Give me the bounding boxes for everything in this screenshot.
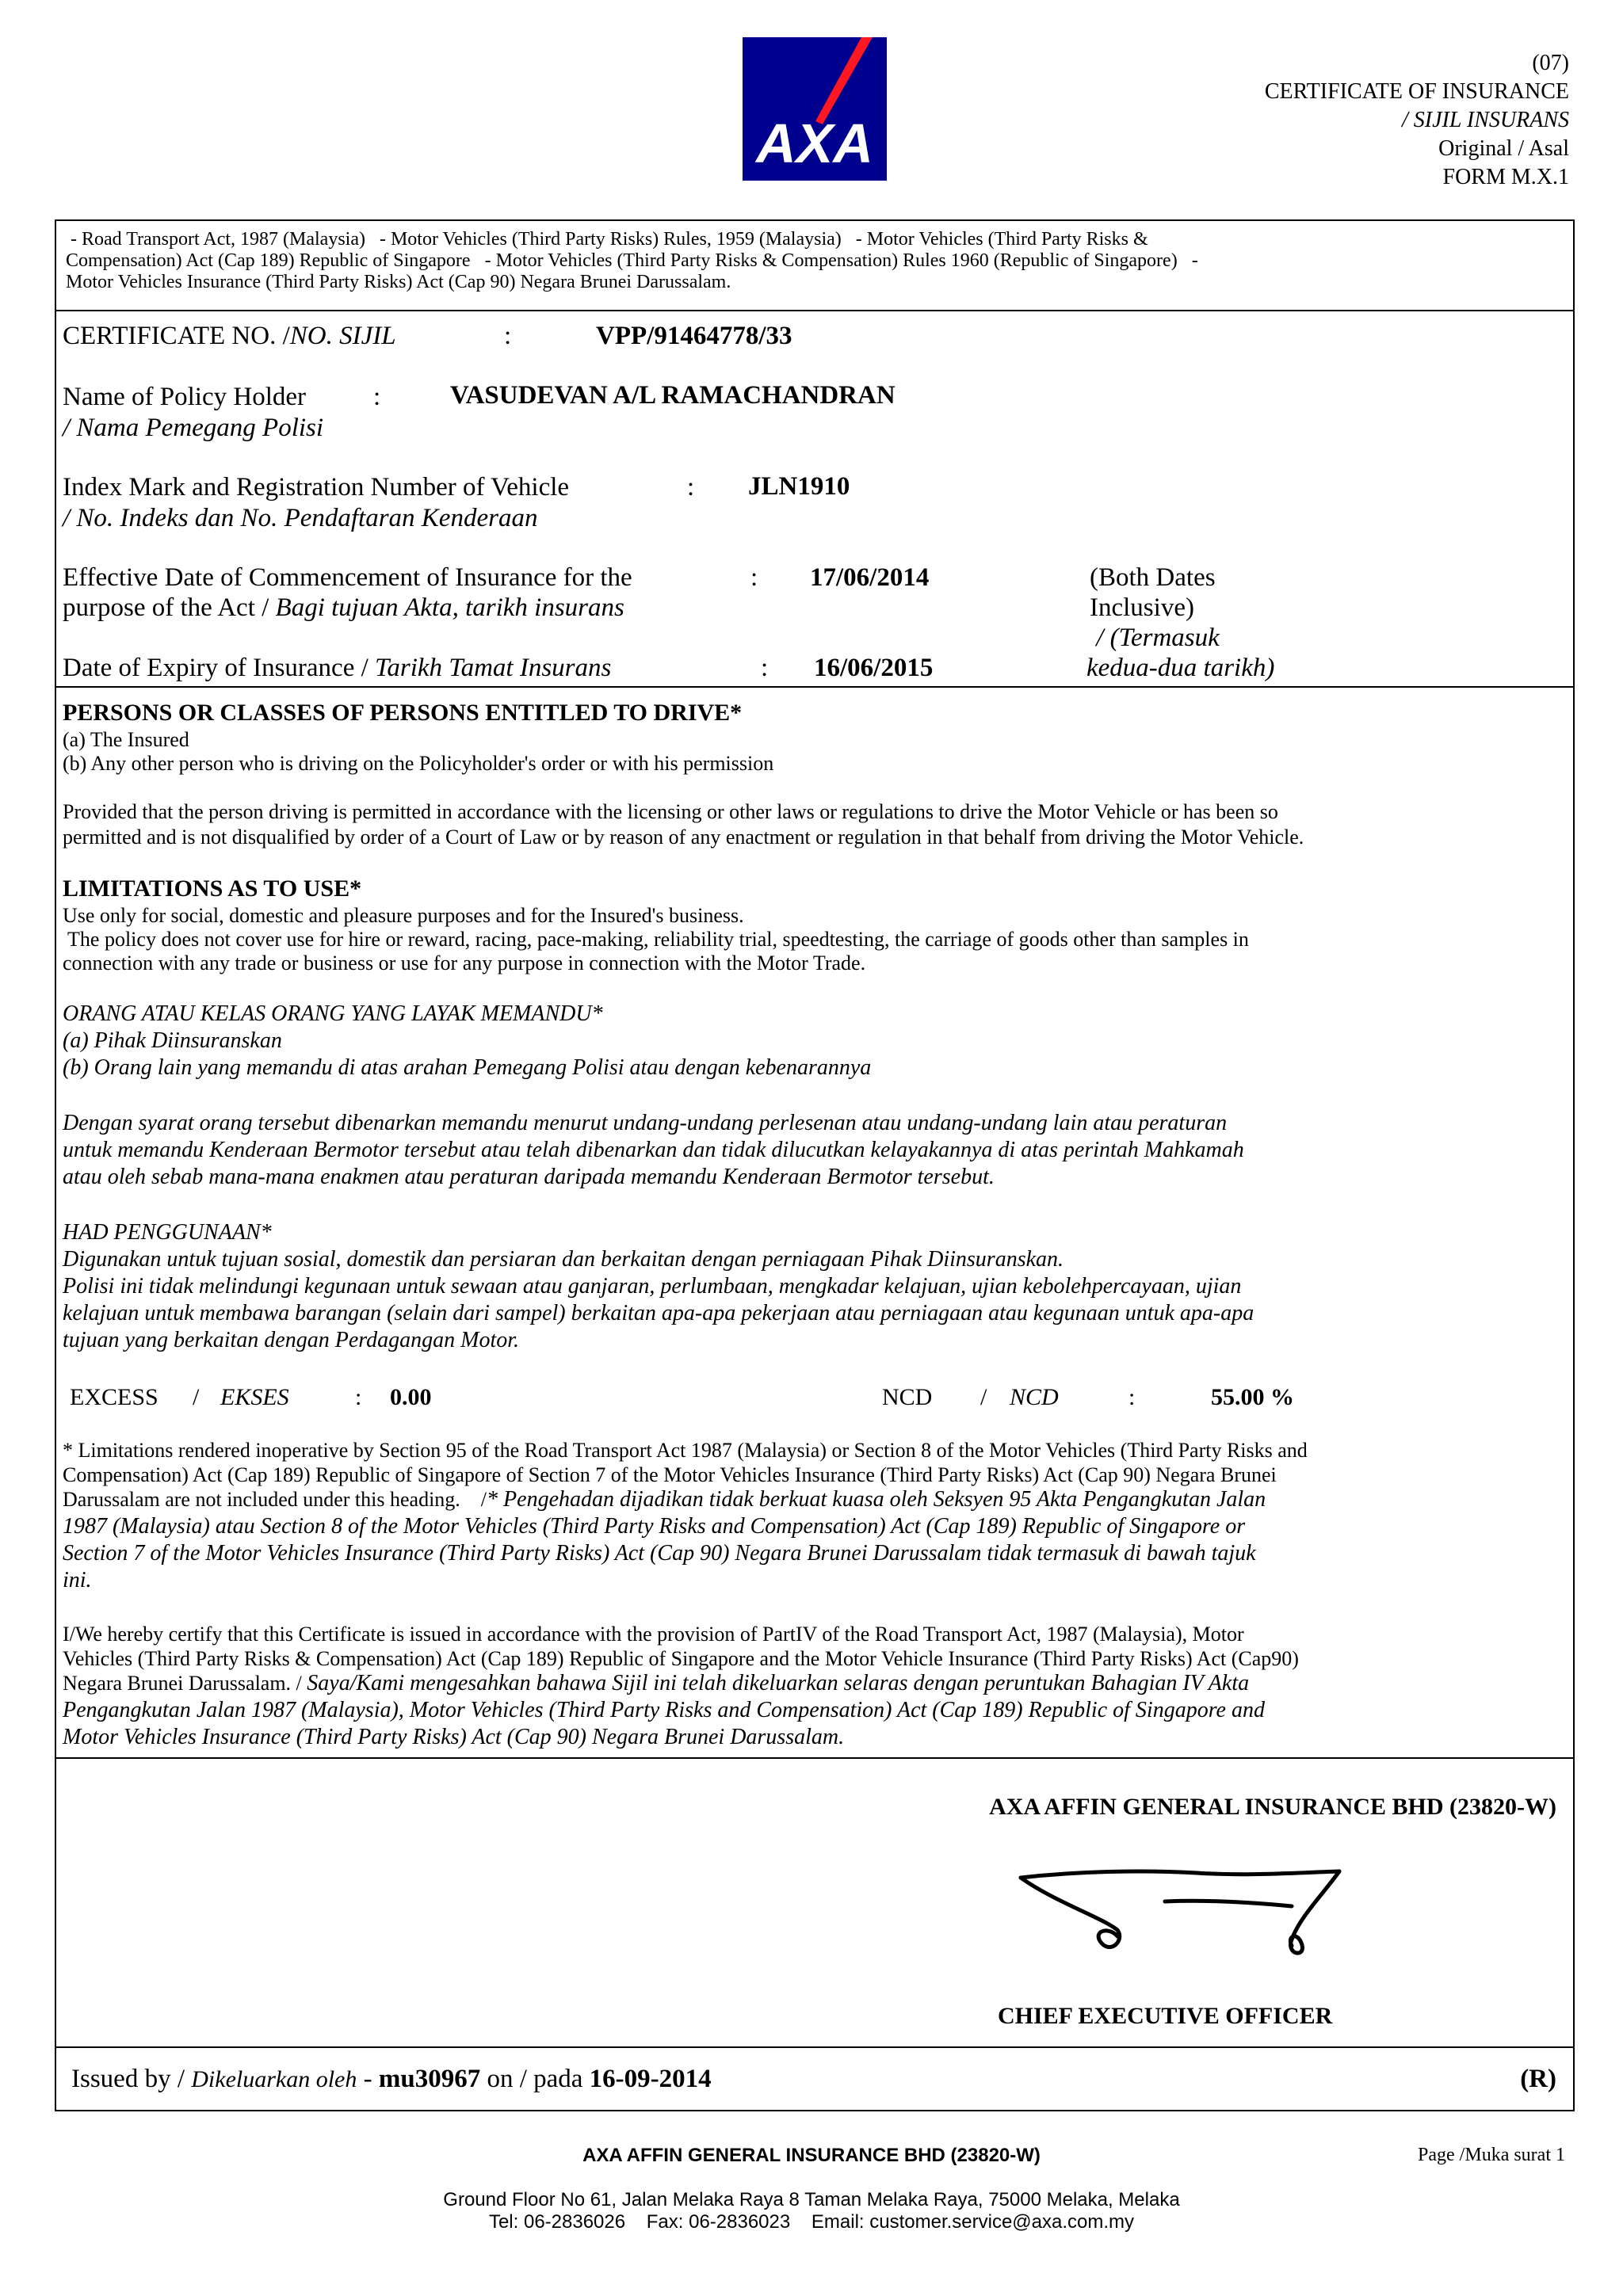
signature — [1006, 1854, 1371, 1973]
colon: : — [373, 383, 381, 411]
policy-holder-label-malay: / Nama Pemegang Polisi — [63, 414, 324, 442]
certification-text: I/We hereby certify that this Certificate is issued in accordance with the provision of PartIV of the Road Transport Act, 1987 (Malaysia), Motor — [63, 1623, 1244, 1646]
colon: : — [1128, 1384, 1136, 1410]
limitations-heading: LIMITATIONS AS TO USE* — [63, 875, 362, 902]
footer-company: AXA AFFIN GENERAL INSURANCE BHD (23820-W) — [582, 2145, 1041, 2166]
company-name: AXA AFFIN GENERAL INSURANCE BHD (23820-W) — [989, 1794, 1556, 1820]
orang-item: (b) Orang lain yang memandu di atas arahan Pemegang Polisi atau dengan kebenarannya — [63, 1055, 872, 1080]
excess-label-malay: EKSES — [220, 1384, 289, 1410]
logo-text: AXA — [756, 113, 873, 174]
certificate-title-malay: / SIJIL INSURANS — [1401, 108, 1569, 132]
page-number: Page /Muka surat 1 — [1418, 2145, 1565, 2165]
certification-text-malay: Pengangkutan Jalan 1987 (Malaysia), Motor Vehicles (Third Party Risks and Compensation) Act (Cap 189) Republic of Singapore and — [63, 1698, 1265, 1722]
excess-value: 0.00 — [390, 1384, 432, 1410]
acts-line: Compensation) Act (Cap 189) Republic of Singapore - Motor Vehicles (Third Party Risks & Compensation) Rules 1960 (Republic of Singapore) - — [66, 250, 1198, 271]
certificate-number-label: CERTIFICATE NO. /NO. SIJIL — [63, 322, 396, 350]
persons-heading: PERSONS OR CLASSES OF PERSONS ENTITLED TO DRIVE* — [63, 700, 743, 726]
copy-type: Original / Asal — [1438, 136, 1569, 161]
expiry-date: 16/06/2015 — [814, 654, 934, 682]
policy-holder-label: Name of Policy Holder — [63, 383, 307, 411]
section-divider — [55, 1757, 1575, 1759]
vehicle-label-malay: / No. Indeks dan No. Pendaftaran Kenderaan — [63, 504, 538, 532]
orang-heading: ORANG ATAU KELAS ORANG YANG LAYAK MEMANDU* — [63, 1001, 603, 1026]
syarat-text: untuk memandu Kenderaan Bermotor tersebut atau telah dibenarkan dan tidak dilucutkan kelayakannya di atas perintah Mahkamah — [63, 1138, 1244, 1162]
effective-date-label: Effective Date of Commencement of Insurance for the — [63, 563, 632, 592]
inclusive-note-malay: kedua-dua tarikh) — [1086, 654, 1275, 682]
issue-date: 16-09-2014 — [589, 2065, 712, 2093]
proviso-text: Provided that the person driving is permitted in accordance with the licensing or other laws or regulations to drive the Motor Vehicle or has been so — [63, 800, 1278, 823]
had-text: tujuan yang berkaitan dengan Perdagangan Motor. — [63, 1328, 520, 1352]
colon: : — [355, 1384, 362, 1410]
form-code: FORM M.X.1 — [1442, 165, 1569, 189]
certification-text: Negara Brunei Darussalam. / Saya/Kami mengesahkan bahawa Sijil ini telah dikeluarkan selaras dengan peruntukan Bahagian IV Akta — [63, 1671, 1250, 1695]
issuer-id: mu30967 — [378, 2065, 481, 2093]
expiry-date-label: Date of Expiry of Insurance / Tarikh Tamat Insurans — [63, 654, 612, 682]
footer-address: Ground Floor No 61, Jalan Melaka Raya 8 Taman Melaka Raya, 75000 Melaka, Melaka — [443, 2189, 1180, 2210]
ncd-label-malay: NCD — [1010, 1384, 1059, 1410]
syarat-text: Dengan syarat orang tersebut dibenarkan memandu menurut undang-undang perlesenan atau undang-undang lain atau peraturan — [63, 1111, 1228, 1135]
effective-date: 17/06/2014 — [810, 563, 930, 592]
colon: : — [761, 654, 769, 682]
signatory-title: CHIEF EXECUTIVE OFFICER — [998, 2003, 1333, 2029]
inclusive-note-malay: / (Termasuk — [1090, 624, 1220, 652]
persons-item: (b) Any other person who is driving on the Policyholder's order or with his permission — [63, 752, 774, 775]
ncd-value: 55.00 % — [1211, 1384, 1294, 1410]
vehicle-label: Index Mark and Registration Number of Vehicle — [63, 473, 570, 502]
acts-box — [55, 219, 1575, 311]
vehicle-registration: JLN1910 — [748, 472, 850, 501]
certification-text-malay: Motor Vehicles Insurance (Third Party Risks) Act (Cap 90) Negara Brunei Darussalam. — [63, 1725, 845, 1749]
orang-item: (a) Pihak Diinsuranskan — [63, 1028, 282, 1053]
ncd-label: NCD — [882, 1384, 933, 1410]
had-text: Polisi ini tidak melindungi kegunaan untuk sewaan atau ganjaran, perlumbaan, mengkadar kelajuan, ujian kebolehpercayaan, ujian — [63, 1274, 1242, 1299]
limitations-note: Compensation) Act (Cap 189) Republic of Singapore of Section 7 of the Motor Vehicles Insurance (Third Party Risks) Act (Cap 90) Negara Brunei — [63, 1463, 1277, 1486]
had-text: Digunakan untuk tujuan sosial, domestik dan persiaran dan berkaitan dengan perniagaan Pihak Diinsuranskan. — [63, 1247, 1064, 1272]
section-divider — [55, 2046, 1575, 2048]
had-heading: HAD PENGGUNAAN* — [63, 1220, 272, 1245]
issued-by: Issued by / Dikeluarkan oleh - mu30967 on / pada 16-09-2014 — [71, 2065, 712, 2093]
certificate-title: CERTIFICATE OF INSURANCE — [1264, 79, 1569, 104]
axa-logo — [743, 37, 887, 181]
acts-line: - Road Transport Act, 1987 (Malaysia) - Motor Vehicles (Third Party Risks) Rules, 1959 (Malaysia) - Motor Vehicles (Third Party Risks & — [66, 229, 1148, 250]
excess-label: EXCESS — [70, 1384, 158, 1410]
certificate-header — [1265, 49, 1569, 192]
form-number: (07) — [1532, 51, 1569, 75]
policy-holder-name: VASUDEVAN A/L RAMACHANDRAN — [450, 381, 896, 410]
limitations-note-malay: Section 7 of the Motor Vehicles Insurance (Third Party Risks) Act (Cap 90) Negara Brunei Darussalam tidak termasuk di bawah tajuk — [63, 1541, 1256, 1566]
limitations-note-malay: ini. — [63, 1568, 92, 1592]
limitations-text: The policy does not cover use for hire or reward, racing, pace-making, reliability trial, speedtesting, the carriage of goods other than samples in — [63, 928, 1249, 951]
inclusive-note: Inclusive) — [1090, 593, 1194, 622]
limitations-note: * Limitations rendered inoperative by Section 95 of the Road Transport Act 1987 (Malaysia) or Section 8 of the Motor Vehicles (Third Party Risks and — [63, 1439, 1308, 1462]
certificate-number: VPP/91464778/33 — [596, 322, 792, 350]
had-text: kelajuan untuk membawa barangan (selain dari sampel) berkaitan apa-apa pekerjaan atau perniagaan atau kegunaan untuk apa-apa — [63, 1301, 1254, 1325]
limitations-note-malay: 1987 (Malaysia) atau Section 8 of the Motor Vehicles (Third Party Risks and Compensation) Act (Cap 189) Republic of Singapore or — [63, 1514, 1246, 1539]
section-divider — [55, 686, 1575, 688]
persons-item: (a) The Insured — [63, 728, 189, 751]
limitations-text: Use only for social, domestic and pleasure purposes and for the Insured's business. — [63, 904, 744, 927]
proviso-text: permitted and is not disqualified by order of a Court of Law or by reason of any enactment or regulation in that behalf from driving the Motor Vehicle. — [63, 826, 1304, 849]
syarat-text: atau oleh sebab mana-mana enakmen atau peraturan daripada memandu Kenderaan Bermotor tersebut. — [63, 1165, 995, 1189]
acts-line: Motor Vehicles Insurance (Third Party Risks) Act (Cap 90) Negara Brunei Darussalam. — [66, 272, 731, 292]
certification-text: Vehicles (Third Party Risks & Compensation) Act (Cap 189) Republic of Singapore and the Motor Vehicle Insurance (Third Party Risks) Act (Cap90) — [63, 1647, 1299, 1670]
reprint-flag: (R) — [1520, 2065, 1556, 2093]
effective-date-label-2: purpose of the Act / Bagi tujuan Akta, tarikh insurans — [63, 593, 624, 622]
inclusive-note: (Both Dates — [1090, 563, 1216, 592]
limitations-note: Darussalam are not included under this heading. /* Pengehadan dijadikan tidak berkuat kuasa oleh Seksyen 95 Akta Pengangkutan Jalan — [63, 1487, 1266, 1512]
colon: : — [687, 473, 695, 502]
limitations-text: connection with any trade or business or use for any purpose in connection with the Motor Trade. — [63, 952, 866, 974]
footer-contact: Tel: 06-2836026 Fax: 06-2836023 Email: customer.service@axa.com.my — [488, 2211, 1135, 2233]
separator: / — [980, 1384, 987, 1410]
separator: / — [193, 1384, 200, 1410]
colon: : — [504, 322, 512, 350]
colon: : — [750, 563, 758, 592]
